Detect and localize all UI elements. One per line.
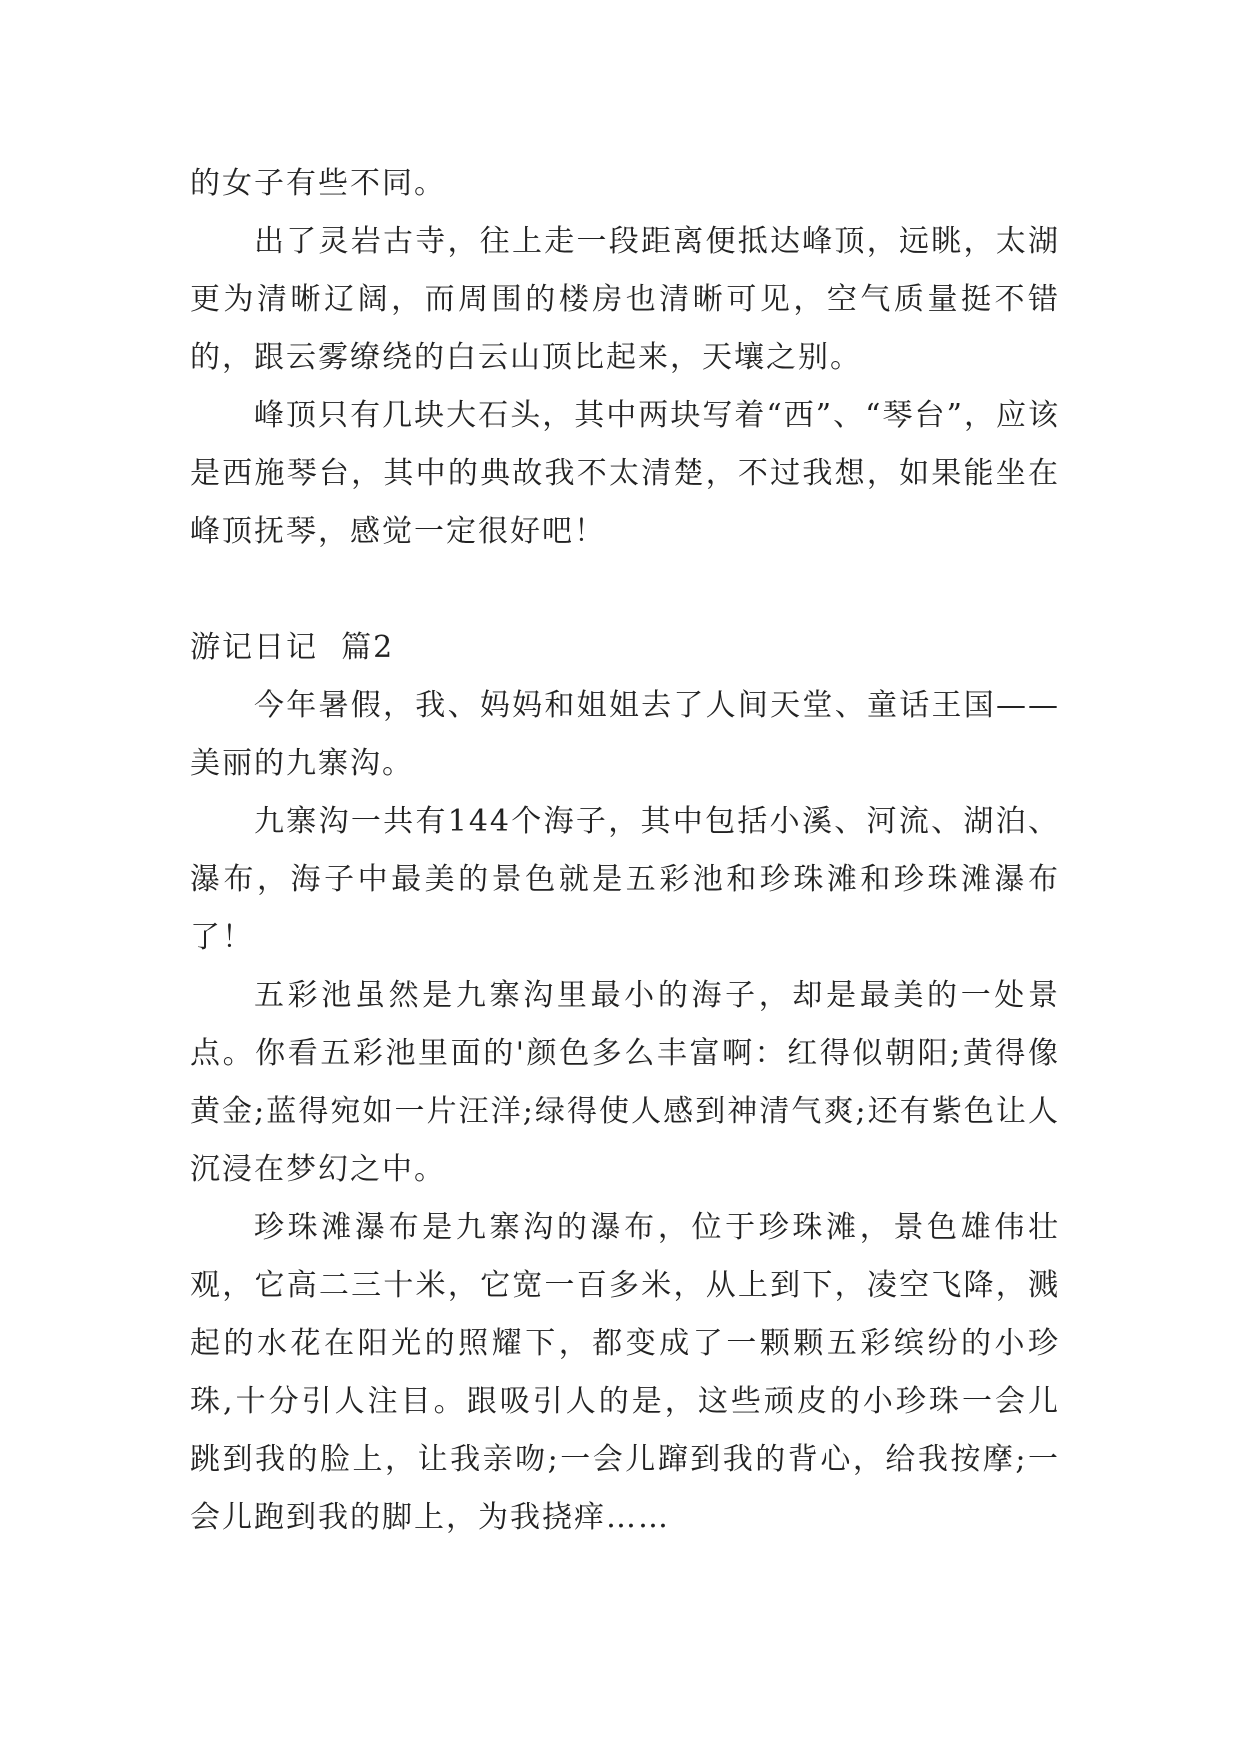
- paragraph: 峰顶只有几块大石头，其中两块写着“西”、“琴台”，应该是西施琴台，其中的典故我不太清楚，不过我想，如果能坐在峰顶抚琴，感觉一定很好吧！: [190, 398, 1060, 549]
- paragraph: 今年暑假，我、妈妈和姐姐去了人间天堂、童话王国——美丽的九寨沟。: [190, 688, 1060, 781]
- section-title: 游记日记 篇2: [190, 630, 395, 665]
- paragraph: 的女子有些不同。: [190, 166, 446, 201]
- paragraph: 珍珠滩瀑布是九寨沟的瀑布，位于珍珠滩，景色雄伟壮观，它高二三十米，它宽一百多米，从上到下，凌空飞降，溅起的水花在阳光的照耀下，都变成了一颗颗五彩缤纷的小珍珠,十分引人注目。跟吸引人的是，这些顽皮的小珍珠一会儿跳到我的脸上，让我亲吻;一会儿蹿到我的背心，给我按摩;一会儿跑到我的脚上，为我挠痒……: [190, 1210, 1060, 1535]
- paragraph: 出了灵岩古寺，往上走一段距离便抵达峰顶，远眺，太湖更为清晰辽阔，而周围的楼房也清晰可见，空气质量挺不错的，跟云雾缭绕的白云山顶比起来，天壤之别。: [190, 224, 1060, 375]
- paragraph: 九寨沟一共有144个海子，其中包括小溪、河流、湖泊、瀑布，海子中最美的景色就是五彩池和珍珠滩和珍珠滩瀑布了！: [190, 804, 1060, 955]
- document-body: [190, 155, 1060, 1547]
- paragraph: 五彩池虽然是九寨沟里最小的海子，却是最美的一处景点。你看五彩池里面的'颜色多么丰富啊：红得似朝阳;黄得像黄金;蓝得宛如一片汪洋;绿得使人感到神清气爽;还有紫色让人沉浸在梦幻之中。: [190, 978, 1060, 1187]
